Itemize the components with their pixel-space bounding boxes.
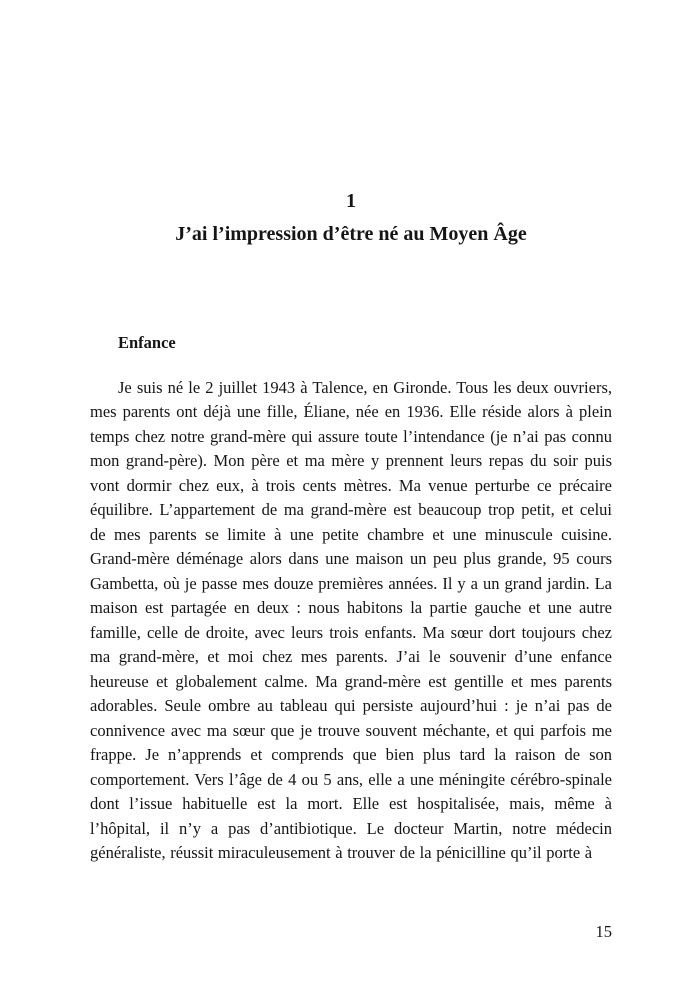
page-number: 15 bbox=[595, 921, 612, 941]
chapter-number: 1 bbox=[346, 190, 356, 212]
chapter-title: J’ai l’impression d’être né au Moyen Âge bbox=[175, 223, 527, 245]
body-paragraph: Je suis né le 2 juillet 1943 à Talence, en Gironde. Tous les deux ouvriers, mes parents ont déjà une fille, Éliane, née en 1936. Elle réside alors à plein temps chez notre grand-mère qui assure toute l’intendance (je n’ai pas connu mon grand-père). Mon père et ma mère y prennent leurs repas du soir puis vont dormir chez eux, à trois cents mètres. Ma venue perturbe ce précaire équilibre. L’appartement de ma grand-mère est beaucoup trop petit, et celui de mes parents se limite à une petite chambre et une minuscule cuisine. Grand-mère déménage alors dans une maison un peu plus grande, 95 cours Gambetta, où je passe mes douze premières années. Il y a un grand jardin. La maison est partagée en deux : nous habitons la partie gauche et une autre famille, celle de droite, avec leurs trois enfants. Ma sœur dort toujours chez ma grand-mère, et moi chez mes parents. J’ai le souvenir d’une enfance heureuse et globalement calme. Ma grand-mère est gentille et mes parents adorables. Seule ombre au tableau qui persiste aujourd’hui : je n’ai pas de connivence avec ma sœur que je trouve souvent méchante, et qui parfois me frappe. Je n’apprends et comprends que bien plus tard la raison de son comportement. Vers l’âge de 4 ou 5 ans, elle a une méningite cérébro-spinale dont l’issue habituelle est la mort. Elle est hospitalisée, mais, même à l’hôpital, il n’y a pas d’antibiotique. Le docteur Martin, notre médecin généraliste, réussit miraculeusement à trouver de la pénicilline qu’il porte à bbox=[90, 377, 612, 863]
section-heading: Enfance bbox=[118, 333, 176, 352]
